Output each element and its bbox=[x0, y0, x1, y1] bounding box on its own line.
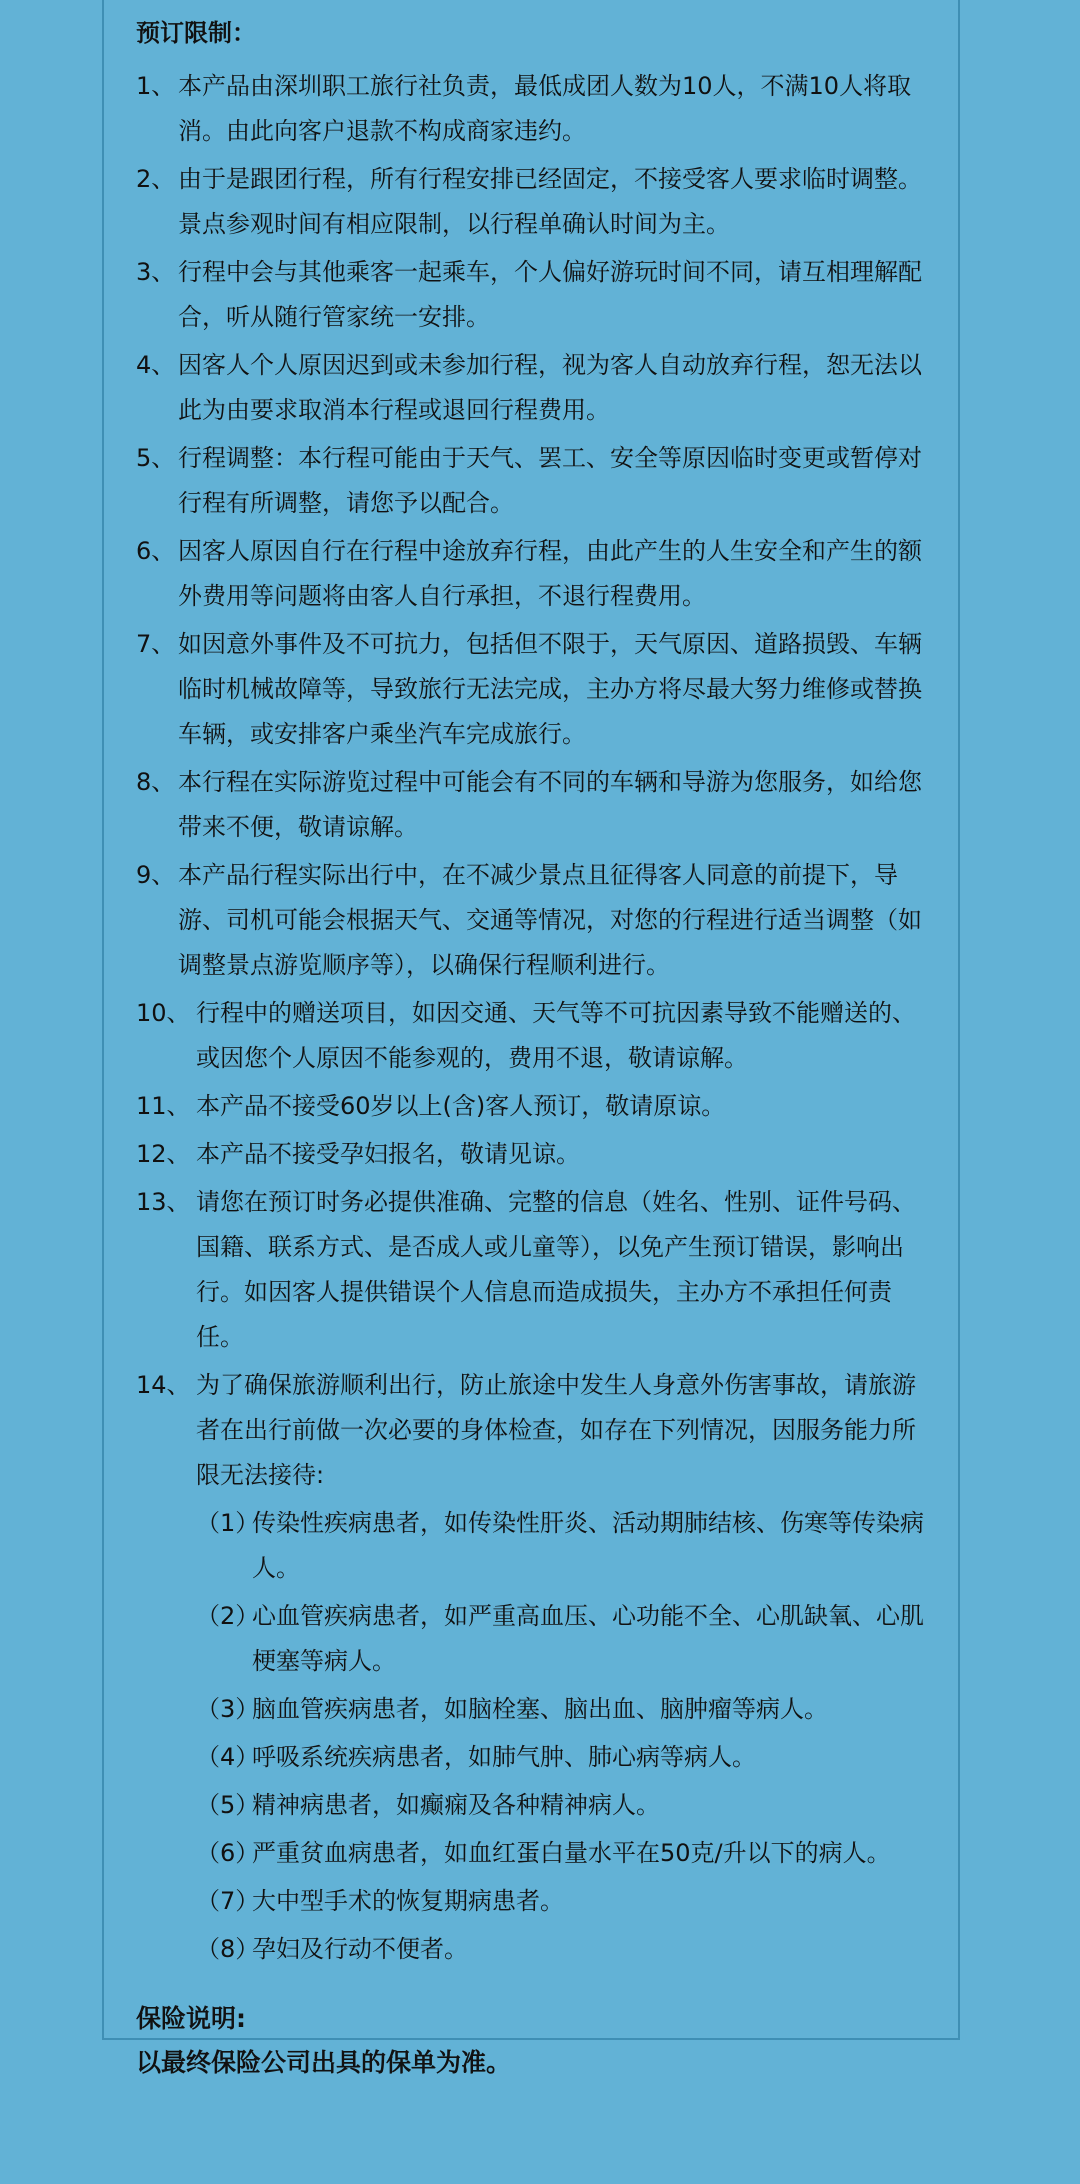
list-item-text: 请您在预订时务必提供准确、完整的信息（姓名、性别、证件号码、国籍、联系方式、是否成人或儿童等），以免产生预订错误，影响出行。如因客人提供错误个人信息而造成损失，主办方不承担任何责任。 bbox=[196, 1188, 916, 1351]
list-item bbox=[136, 1180, 936, 1360]
list-item bbox=[136, 622, 936, 757]
sub-list-item-number: （8） bbox=[196, 1935, 260, 1963]
list-item-number: 1、 bbox=[136, 72, 176, 100]
list-item bbox=[136, 853, 936, 988]
sub-list-item-number: （6） bbox=[196, 1839, 260, 1867]
sub-list-item-text: 呼吸系统疾病患者，如肺气肿、肺心病等病人。 bbox=[252, 1743, 756, 1771]
sub-list-item bbox=[196, 1783, 936, 1828]
sub-list-item-number: （4） bbox=[196, 1743, 260, 1771]
sub-list-item-text: 严重贫血病患者，如血红蛋白量水平在50克/升以下的病人。 bbox=[252, 1839, 891, 1867]
list-item-text: 因客人原因自行在行程中途放弃行程，由此产生的人生安全和产生的额外费用等问题将由客人自行承担，不退行程费用。 bbox=[178, 537, 922, 610]
sub-list-item-number: （5） bbox=[196, 1791, 260, 1819]
sub-list-item bbox=[196, 1927, 936, 1972]
list-item-text: 如因意外事件及不可抗力，包括但不限于，天气原因、道路损毁、车辆临时机械故障等，导致旅行无法完成，主办方将尽最大努力维修或替换车辆，或安排客户乘坐汽车完成旅行。 bbox=[178, 630, 922, 748]
list-item bbox=[136, 343, 936, 433]
list-item-number: 11、 bbox=[136, 1092, 191, 1120]
list-item-text: 本产品由深圳职工旅行社负责，最低成团人数为10人，不满10人将取消。由此向客户退款不构成商家违约。 bbox=[178, 72, 912, 145]
list-item bbox=[136, 529, 936, 619]
sub-list-item-number: （3） bbox=[196, 1695, 260, 1723]
list-item-number: 12、 bbox=[136, 1140, 191, 1168]
sub-list-item-number: （2） bbox=[196, 1602, 260, 1630]
sub-list-item bbox=[196, 1879, 936, 1924]
list-item-text: 本产品不接受孕妇报名，敬请见谅。 bbox=[196, 1140, 580, 1168]
sub-list-item-text: 脑血管疾病患者，如脑栓塞、脑出血、脑肿瘤等病人。 bbox=[252, 1695, 828, 1723]
list-item-text: 因客人个人原因迟到或未参加行程，视为客人自动放弃行程，恕无法以此为由要求取消本行程或退回行程费用。 bbox=[178, 351, 922, 424]
list-item-number: 10、 bbox=[136, 999, 191, 1027]
list-item-text: 行程调整：本行程可能由于天气、罢工、安全等原因临时变更或暂停对行程有所调整，请您予以配合。 bbox=[178, 444, 922, 517]
sub-list-item-number: （1） bbox=[196, 1509, 260, 1537]
document-content bbox=[136, 10, 936, 2085]
list-item-number: 4、 bbox=[136, 351, 176, 379]
list-item-number: 14、 bbox=[136, 1371, 191, 1399]
list-item bbox=[136, 157, 936, 247]
list-item bbox=[136, 436, 936, 526]
list-item bbox=[136, 1363, 936, 1498]
list-item bbox=[136, 760, 936, 850]
list-item-text: 行程中的赠送项目，如因交通、天气等不可抗因素导致不能赠送的、或因您个人原因不能参观的，费用不退，敬请谅解。 bbox=[196, 999, 916, 1072]
booking-restrictions-title: 预订限制： bbox=[136, 19, 256, 47]
list-item-number: 6、 bbox=[136, 537, 176, 565]
list-item-text: 行程中会与其他乘客一起乘车，个人偏好游玩时间不同，请互相理解配合，听从随行管家统一安排。 bbox=[178, 258, 922, 331]
sub-list-item bbox=[196, 1501, 936, 1591]
list-item-text: 本产品不接受60岁以上(含)客人预订，敬请原谅。 bbox=[196, 1092, 726, 1120]
insurance-text: 以最终保险公司出具的保单为准。 bbox=[136, 2048, 512, 2077]
list-item-number: 8、 bbox=[136, 768, 176, 796]
sub-list-item bbox=[196, 1831, 936, 1876]
list-item-number: 9、 bbox=[136, 861, 176, 889]
list-item-text: 由于是跟团行程，所有行程安排已经固定，不接受客人要求临时调整。景点参观时间有相应限制，以行程单确认时间为主。 bbox=[178, 165, 922, 238]
sub-list-item-number: （7） bbox=[196, 1887, 260, 1915]
sub-list-item-text: 心血管疾病患者，如严重高血压、心功能不全、心肌缺氧、心肌梗塞等病人。 bbox=[252, 1602, 924, 1675]
list-item bbox=[136, 1132, 936, 1177]
list-item-number: 13、 bbox=[136, 1188, 191, 1216]
sub-list-item-text: 传染性疾病患者，如传染性肝炎、活动期肺结核、伤寒等传染病人。 bbox=[252, 1509, 924, 1582]
list-item-text: 本产品行程实际出行中，在不减少景点且征得客人同意的前提下，导游、司机可能会根据天气、交通等情况，对您的行程进行适当调整（如调整景点游览顺序等），以确保行程顺利进行。 bbox=[178, 861, 922, 979]
list-item-number: 7、 bbox=[136, 630, 176, 658]
booking-restrictions-list bbox=[136, 64, 936, 1498]
sub-list-item bbox=[196, 1735, 936, 1780]
insurance-title: 保险说明: bbox=[136, 2004, 246, 2033]
sub-list-item bbox=[196, 1594, 936, 1684]
list-item-number: 3、 bbox=[136, 258, 176, 286]
list-item-text: 本行程在实际游览过程中可能会有不同的车辆和导游为您服务，如给您带来不便，敬请谅解。 bbox=[178, 768, 922, 841]
list-item-number: 2、 bbox=[136, 165, 176, 193]
list-item-text: 为了确保旅游顺利出行，防止旅途中发生人身意外伤害事故，请旅游者在出行前做一次必要的身体检查，如存在下列情况，因服务能力所限无法接待: bbox=[196, 1371, 916, 1489]
list-item-number: 5、 bbox=[136, 444, 176, 472]
sub-list-item-text: 大中型手术的恢复期病患者。 bbox=[252, 1887, 564, 1915]
sub-list-item bbox=[196, 1687, 936, 1732]
list-item bbox=[136, 250, 936, 340]
list-item bbox=[136, 64, 936, 154]
sub-list-item-text: 孕妇及行动不便者。 bbox=[252, 1935, 468, 1963]
list-item bbox=[136, 991, 936, 1081]
sub-list-item-text: 精神病患者，如癫痫及各种精神病人。 bbox=[252, 1791, 660, 1819]
list-item bbox=[136, 1084, 936, 1129]
health-conditions-list bbox=[136, 1501, 936, 1972]
